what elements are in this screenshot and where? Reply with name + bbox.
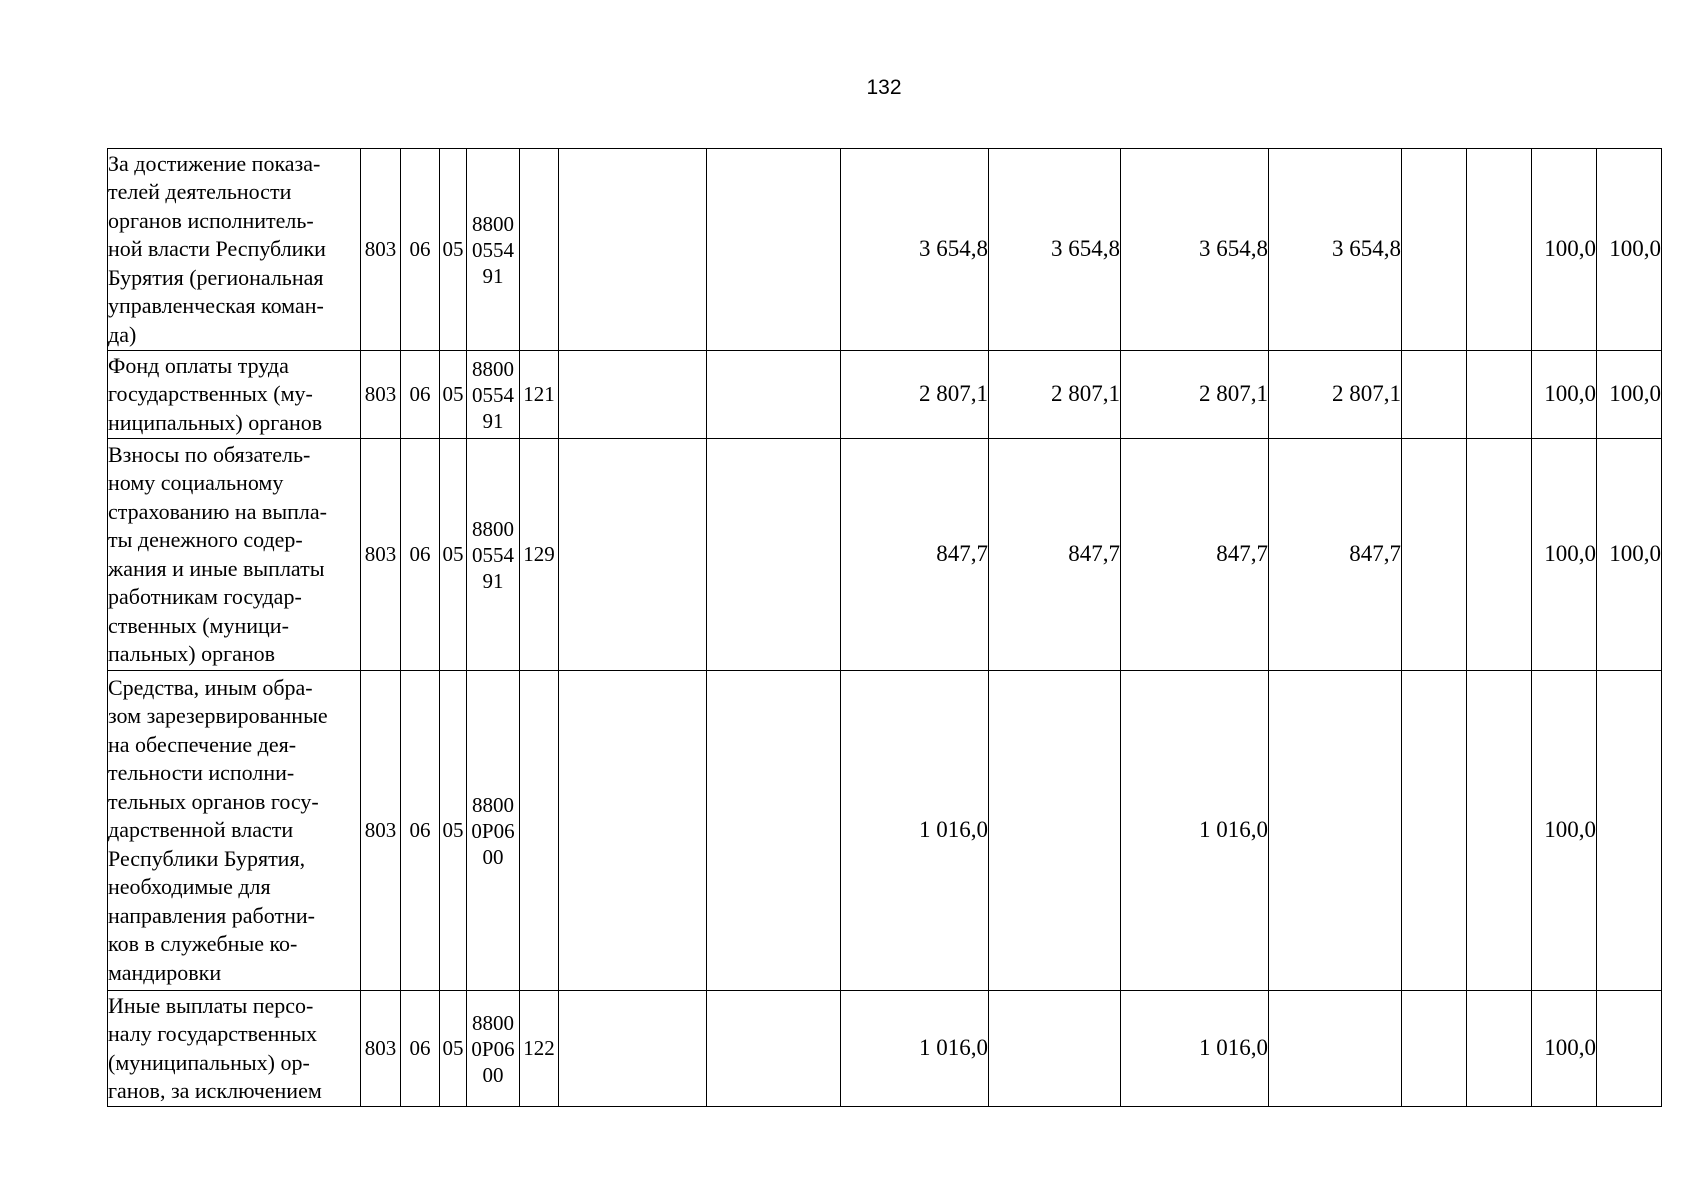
cell-empty-4 <box>1467 351 1532 439</box>
row-name: Средства, иным обра- зом зарезервированные на обеспечение дея- тельности исполни- тельных органов госу- дарственной власти Республики Бурятия, необходимые для направления работни- ков в служебные ко- мандировки <box>108 671 361 991</box>
cell-pr: 05 <box>440 351 467 439</box>
cell-ved: 803 <box>361 439 401 671</box>
cell-ved: 803 <box>361 991 401 1107</box>
cell-rz: 06 <box>401 439 440 671</box>
cell-rz: 06 <box>401 671 440 991</box>
cell-empty-4 <box>1467 149 1532 351</box>
cell-empty-3 <box>1402 991 1467 1107</box>
cell-empty-1 <box>559 991 707 1107</box>
page-number: 132 <box>866 76 902 99</box>
cell-rz: 06 <box>401 149 440 351</box>
cell-csr: 8800 0554 91 <box>467 439 520 671</box>
row-name: Взносы по обязатель- ному социальному страхованию на выпла- ты денежного содер- жания и иные выплаты работникам государ- ственных (муници- пальных) органов <box>108 439 361 671</box>
cell-vr: 122 <box>520 991 559 1107</box>
cell-empty-3 <box>1402 671 1467 991</box>
cell-value-1: 3 654,8 <box>841 149 989 351</box>
cell-value-1: 847,7 <box>841 439 989 671</box>
cell-value-2: 847,7 <box>989 439 1121 671</box>
cell-pr: 05 <box>440 149 467 351</box>
cell-value-2 <box>989 671 1121 991</box>
cell-value-4 <box>1269 991 1402 1107</box>
cell-percent-1: 100,0 <box>1532 351 1597 439</box>
cell-pr: 05 <box>440 991 467 1107</box>
cell-value-3: 3 654,8 <box>1121 149 1269 351</box>
cell-percent-1: 100,0 <box>1532 439 1597 671</box>
cell-empty-3 <box>1402 149 1467 351</box>
cell-value-3: 847,7 <box>1121 439 1269 671</box>
table-row <box>108 991 1662 1107</box>
cell-value-4: 847,7 <box>1269 439 1402 671</box>
cell-pr: 05 <box>440 671 467 991</box>
row-name: За достижение показа- телей деятельности органов исполнитель- ной власти Республики Бурятия (региональная управленческая коман- да) <box>108 149 361 351</box>
cell-value-4: 3 654,8 <box>1269 149 1402 351</box>
cell-value-4: 2 807,1 <box>1269 351 1402 439</box>
table-row <box>108 351 1662 439</box>
cell-empty-3 <box>1402 439 1467 671</box>
cell-empty-2 <box>707 439 841 671</box>
cell-value-3: 1 016,0 <box>1121 991 1269 1107</box>
cell-empty-2 <box>707 671 841 991</box>
cell-percent-2: 100,0 <box>1597 351 1662 439</box>
table-row <box>108 439 1662 671</box>
cell-ved: 803 <box>361 671 401 991</box>
row-name: Иные выплаты персо- налу государственных (муниципальных) ор- ганов, за исключением <box>108 991 361 1107</box>
cell-empty-1 <box>559 351 707 439</box>
cell-value-3: 2 807,1 <box>1121 351 1269 439</box>
cell-value-2: 3 654,8 <box>989 149 1121 351</box>
cell-value-4 <box>1269 671 1402 991</box>
cell-value-1: 1 016,0 <box>841 671 989 991</box>
table-row <box>108 149 1662 351</box>
cell-rz: 06 <box>401 351 440 439</box>
cell-empty-4 <box>1467 439 1532 671</box>
cell-percent-2: 100,0 <box>1597 149 1662 351</box>
cell-value-2 <box>989 991 1121 1107</box>
cell-ved: 803 <box>361 351 401 439</box>
cell-empty-2 <box>707 149 841 351</box>
cell-percent-1: 100,0 <box>1532 991 1597 1107</box>
cell-percent-2 <box>1597 671 1662 991</box>
cell-value-3: 1 016,0 <box>1121 671 1269 991</box>
cell-pr: 05 <box>440 439 467 671</box>
cell-empty-3 <box>1402 351 1467 439</box>
cell-csr: 8800 0P06 00 <box>467 671 520 991</box>
cell-vr <box>520 149 559 351</box>
cell-vr: 121 <box>520 351 559 439</box>
cell-empty-4 <box>1467 991 1532 1107</box>
cell-value-1: 2 807,1 <box>841 351 989 439</box>
cell-percent-2 <box>1597 991 1662 1107</box>
cell-empty-2 <box>707 991 841 1107</box>
cell-csr: 8800 0554 91 <box>467 149 520 351</box>
cell-csr: 8800 0P06 00 <box>467 991 520 1107</box>
cell-vr: 129 <box>520 439 559 671</box>
cell-csr: 8800 0554 91 <box>467 351 520 439</box>
cell-empty-1 <box>559 671 707 991</box>
cell-empty-4 <box>1467 671 1532 991</box>
cell-percent-1: 100,0 <box>1532 671 1597 991</box>
cell-value-2: 2 807,1 <box>989 351 1121 439</box>
cell-percent-2: 100,0 <box>1597 439 1662 671</box>
cell-empty-1 <box>559 149 707 351</box>
table-row <box>108 671 1662 991</box>
cell-empty-1 <box>559 439 707 671</box>
cell-value-1: 1 016,0 <box>841 991 989 1107</box>
cell-vr <box>520 671 559 991</box>
cell-empty-2 <box>707 351 841 439</box>
row-name: Фонд оплаты труда государственных (му- ниципальных) органов <box>108 351 361 439</box>
cell-ved: 803 <box>361 149 401 351</box>
cell-rz: 06 <box>401 991 440 1107</box>
budget-table <box>107 148 1662 1107</box>
cell-percent-1: 100,0 <box>1532 149 1597 351</box>
